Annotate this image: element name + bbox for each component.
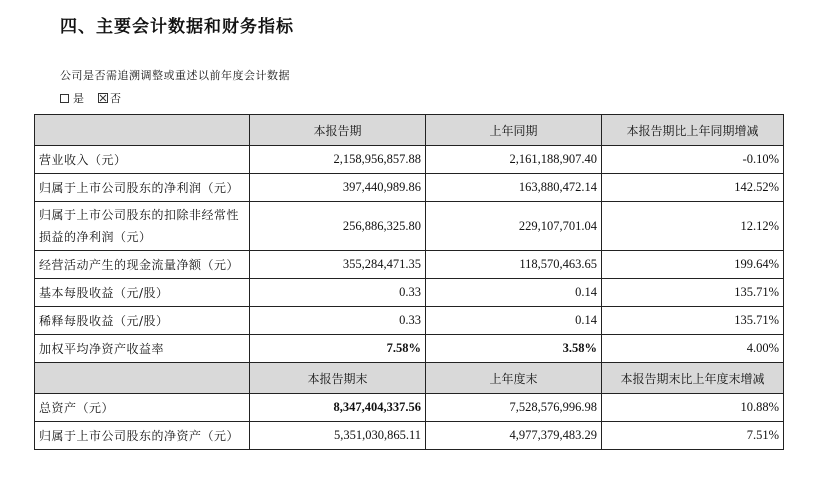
prior-value: 163,880,472.14 (426, 174, 602, 202)
row-label: 经营活动产生的现金流量净额（元） (35, 251, 250, 279)
change-value: 199.64% (602, 251, 784, 279)
change-value: 10.88% (602, 394, 784, 422)
row-label: 总资产（元） (35, 394, 250, 422)
row-label: 归属于上市公司股东的扣除非经常性损益的净利润（元） (35, 202, 250, 251)
option-no-label: 否 (110, 92, 121, 105)
header-cell: 本报告期末比上年度末增减 (602, 363, 784, 394)
restatement-question: 公司是否需追溯调整或重述以前年度会计数据 (60, 69, 290, 82)
section-title: 四、主要会计数据和财务指标 (60, 17, 294, 37)
current-value: 355,284,471.35 (250, 251, 426, 279)
option-yes[interactable] (60, 90, 84, 106)
checkbox-checked-icon[interactable] (98, 93, 108, 103)
header-cell: 本报告期比上年同期增减 (602, 115, 784, 146)
prior-value: 229,107,701.04 (426, 202, 602, 251)
checkbox-unchecked-icon[interactable] (60, 94, 69, 103)
row-label: 归属于上市公司股东的净利润（元） (35, 174, 250, 202)
table-row (35, 202, 784, 251)
header-cell (35, 115, 250, 146)
current-value: 5,351,030,865.11 (250, 422, 426, 450)
prior-value: 3.58% (426, 335, 602, 363)
table-row (35, 279, 784, 307)
current-value: 8,347,404,337.56 (250, 394, 426, 422)
prior-value: 2,161,188,907.40 (426, 146, 602, 174)
row-label: 归属于上市公司股东的净资产（元） (35, 422, 250, 450)
table-row (35, 307, 784, 335)
change-value: 142.52% (602, 174, 784, 202)
change-value: 7.51% (602, 422, 784, 450)
table-row (35, 422, 784, 450)
current-value: 397,440,989.86 (250, 174, 426, 202)
table-header-row (35, 363, 784, 394)
prior-value: 4,977,379,483.29 (426, 422, 602, 450)
table-row (35, 174, 784, 202)
change-value: -0.10% (602, 146, 784, 174)
current-value: 7.58% (250, 335, 426, 363)
change-value: 135.71% (602, 279, 784, 307)
change-value: 12.12% (602, 202, 784, 251)
option-yes-label: 是 (73, 92, 84, 105)
table-row (35, 251, 784, 279)
financial-indicators-table (34, 114, 784, 450)
current-value: 2,158,956,857.88 (250, 146, 426, 174)
current-value: 256,886,325.80 (250, 202, 426, 251)
row-label: 营业收入（元） (35, 146, 250, 174)
prior-value: 0.14 (426, 307, 602, 335)
table-row (35, 335, 784, 363)
header-cell: 本报告期末 (250, 363, 426, 394)
current-value: 0.33 (250, 307, 426, 335)
header-cell: 本报告期 (250, 115, 426, 146)
current-value: 0.33 (250, 279, 426, 307)
change-value: 4.00% (602, 335, 784, 363)
row-label: 稀释每股收益（元/股） (35, 307, 250, 335)
prior-value: 118,570,463.65 (426, 251, 602, 279)
prior-value: 7,528,576,996.98 (426, 394, 602, 422)
header-cell (35, 363, 250, 394)
row-label: 基本每股收益（元/股） (35, 279, 250, 307)
header-cell: 上年同期 (426, 115, 602, 146)
row-label: 加权平均净资产收益率 (35, 335, 250, 363)
table-row (35, 394, 784, 422)
change-value: 135.71% (602, 307, 784, 335)
table-header-row (35, 115, 784, 146)
prior-value: 0.14 (426, 279, 602, 307)
option-no[interactable] (98, 90, 121, 106)
table-row (35, 146, 784, 174)
restatement-options (60, 90, 135, 106)
header-cell: 上年度末 (426, 363, 602, 394)
